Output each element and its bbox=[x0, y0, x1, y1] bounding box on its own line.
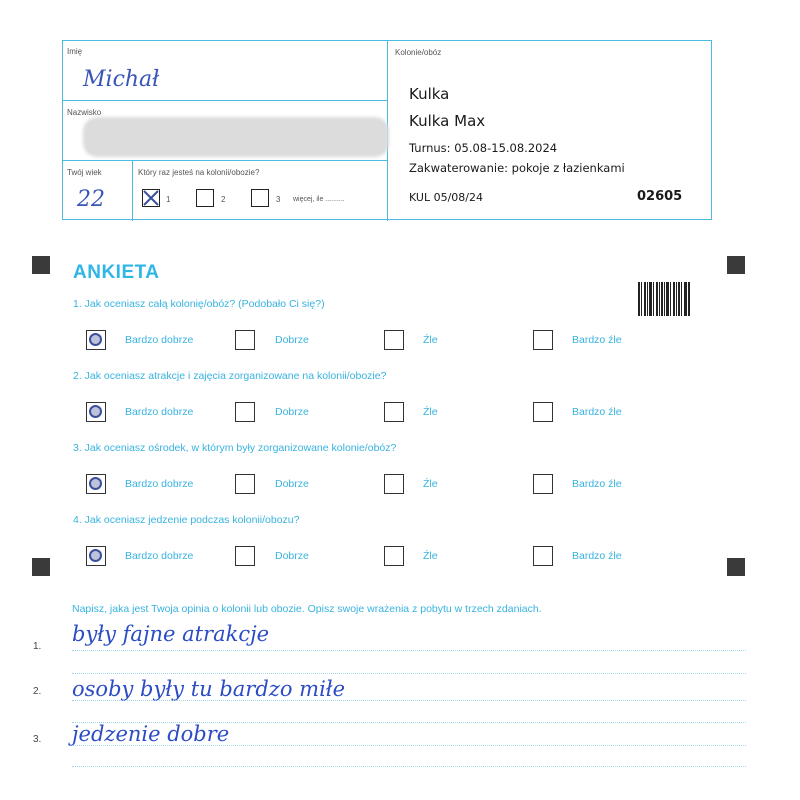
times-checkbox-3[interactable] bbox=[251, 189, 269, 207]
times-label: Który raz jesteś na kolonii/obozie? bbox=[138, 168, 260, 177]
q4-option-label: Źle bbox=[423, 550, 438, 562]
age-label: Twój wiek bbox=[67, 168, 102, 177]
camp-label: Kolonie/obóz bbox=[395, 48, 442, 57]
question-4: 4. Jak oceniasz jedzenie podczas kolonii/obozu? bbox=[73, 514, 300, 526]
q1-option-label: Bardzo dobrze bbox=[125, 334, 194, 346]
q3-option-label: Bardzo źle bbox=[572, 478, 622, 490]
q2-option-bardzo-zle-checkbox[interactable] bbox=[533, 402, 553, 422]
q4-option-label: Dobrze bbox=[275, 550, 309, 562]
q1-option-zle-checkbox[interactable] bbox=[384, 330, 404, 350]
times-option-2: 2 bbox=[221, 195, 226, 204]
q2-option-label: Dobrze bbox=[275, 406, 309, 418]
answer-line-2[interactable]: osoby były tu bardzo miłe bbox=[72, 677, 346, 701]
q4-option-bardzo-dobrze-checkbox[interactable] bbox=[86, 546, 106, 566]
q2-option-zle-checkbox[interactable] bbox=[384, 402, 404, 422]
form-number: 02605 bbox=[637, 189, 683, 204]
camp-name: Kulka bbox=[409, 85, 450, 103]
answer-line-1[interactable]: były fajne atrakcje bbox=[72, 622, 270, 646]
q4-option-zle-checkbox[interactable] bbox=[384, 546, 404, 566]
dotted-line bbox=[72, 766, 746, 767]
camp-code: KUL 05/08/24 bbox=[409, 191, 483, 204]
q4-option-label: Bardzo dobrze bbox=[125, 550, 194, 562]
question-3: 3. Jak oceniasz ośrodek, w którym były zorganizowane kolonie/obóz? bbox=[73, 442, 397, 454]
q2-option-label: Bardzo dobrze bbox=[125, 406, 194, 418]
q4-option-label: Bardzo źle bbox=[572, 550, 622, 562]
age-value[interactable]: 22 bbox=[77, 187, 105, 212]
age-cell bbox=[63, 161, 133, 221]
times-option-1: 1 bbox=[166, 195, 171, 204]
opinion-prompt: Napisz, jaka jest Twoja opinia o kolonii lub obozie. Opisz swoje wrażenia z pobytu w trzech zdaniach. bbox=[72, 603, 542, 615]
answer-line-3[interactable]: jedzenie dobre bbox=[72, 722, 230, 746]
line-number-2: 2. bbox=[33, 686, 42, 697]
q1-option-label: Źle bbox=[423, 334, 438, 346]
q3-option-dobrze-checkbox[interactable] bbox=[235, 474, 255, 494]
line-number-3: 3. bbox=[33, 734, 42, 745]
q2-option-label: Bardzo źle bbox=[572, 406, 622, 418]
q3-option-label: Źle bbox=[423, 478, 438, 490]
registration-marker bbox=[32, 256, 50, 274]
registration-marker bbox=[727, 558, 745, 576]
dotted-line bbox=[72, 673, 746, 674]
times-checkbox-1[interactable] bbox=[142, 189, 160, 207]
q2-option-dobrze-checkbox[interactable] bbox=[235, 402, 255, 422]
header-form bbox=[62, 40, 712, 220]
question-1: 1. Jak oceniasz całą kolonię/obóz? (Podobało Ci się?) bbox=[73, 298, 325, 310]
dotted-line bbox=[72, 700, 746, 701]
q3-option-bardzo-dobrze-checkbox[interactable] bbox=[86, 474, 106, 494]
name-value[interactable]: Michał bbox=[83, 67, 160, 92]
surname-cell bbox=[63, 101, 388, 161]
q4-option-bardzo-zle-checkbox[interactable] bbox=[533, 546, 553, 566]
times-checkbox-2[interactable] bbox=[196, 189, 214, 207]
question-2: 2. Jak oceniasz atrakcje i zajęcia zorganizowane na kolonii/obozie? bbox=[73, 370, 387, 382]
q2-option-label: Źle bbox=[423, 406, 438, 418]
q3-option-label: Bardzo dobrze bbox=[125, 478, 194, 490]
times-option-3: 3 bbox=[276, 195, 281, 204]
line-number-1: 1. bbox=[33, 641, 42, 652]
q3-option-bardzo-zle-checkbox[interactable] bbox=[533, 474, 553, 494]
q1-option-bardzo-dobrze-checkbox[interactable] bbox=[86, 330, 106, 350]
name-cell bbox=[63, 41, 388, 101]
q1-option-label: Dobrze bbox=[275, 334, 309, 346]
name-label: Imię bbox=[67, 47, 83, 56]
barcode-icon bbox=[638, 282, 690, 316]
registration-marker bbox=[727, 256, 745, 274]
times-cell bbox=[133, 161, 388, 221]
q1-option-label: Bardzo źle bbox=[572, 334, 622, 346]
q1-option-bardzo-zle-checkbox[interactable] bbox=[533, 330, 553, 350]
q3-option-zle-checkbox[interactable] bbox=[384, 474, 404, 494]
redacted-surname[interactable] bbox=[83, 117, 389, 157]
cross-mark-icon bbox=[143, 190, 159, 206]
q3-option-label: Dobrze bbox=[275, 478, 309, 490]
turnus-text: Turnus: 05.08-15.08.2024 bbox=[409, 141, 558, 155]
camp-full-name: Kulka Max bbox=[409, 112, 486, 130]
q4-option-dobrze-checkbox[interactable] bbox=[235, 546, 255, 566]
times-more-label: więcej, ile .......... bbox=[293, 196, 345, 203]
q1-option-dobrze-checkbox[interactable] bbox=[235, 330, 255, 350]
dotted-line bbox=[72, 650, 746, 651]
surname-label: Nazwisko bbox=[67, 108, 102, 117]
accommodation-text: Zakwaterowanie: pokoje z łazienkami bbox=[409, 161, 625, 175]
registration-marker bbox=[32, 558, 50, 576]
dotted-line bbox=[72, 745, 746, 746]
survey-title: ANKIETA bbox=[73, 262, 160, 283]
q2-option-bardzo-dobrze-checkbox[interactable] bbox=[86, 402, 106, 422]
